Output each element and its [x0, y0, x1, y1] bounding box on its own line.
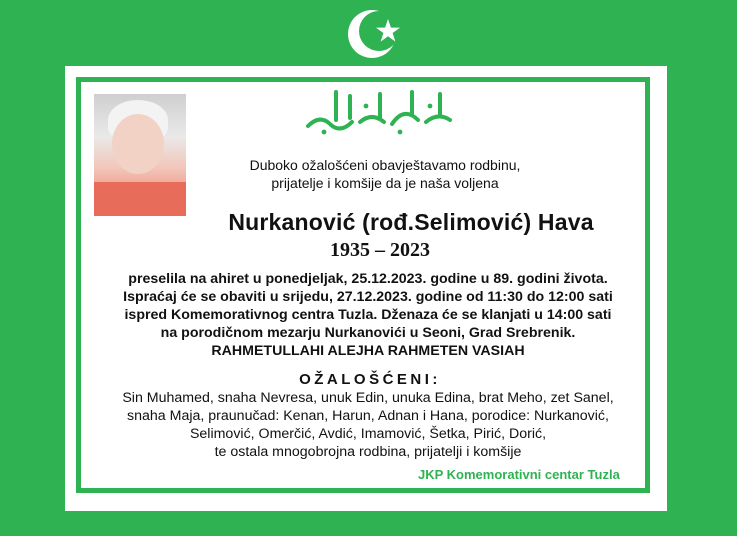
crescent-star-icon [344, 4, 408, 64]
intro-text [200, 156, 570, 192]
details-line: RAHMETULLAHI ALEJHA RAHMETEN VASIAH [211, 343, 525, 359]
portrait-face [112, 114, 164, 174]
life-years: 1935 – 2023 [330, 239, 430, 261]
portrait-photo [94, 94, 186, 216]
mourners-line: Sin Muhamed, snaha Nevresa, unuk Edin, unuka Edina, brat Meho, zet Sanel, [122, 390, 614, 406]
mourners-heading: OŽALOŠĆENI: [299, 371, 441, 388]
portrait-shirt [94, 182, 186, 216]
details-line: preselila na ahiret u ponedjeljak, 25.12.2023. godine u 89. godini života. [128, 271, 608, 287]
deceased-name: Nurkanović (rođ.Selimović) Hava [228, 209, 594, 235]
funeral-details [84, 270, 652, 360]
signature: JKP Komemorativni centar Tuzla [418, 467, 620, 482]
details-line: Ispraćaj će se obaviti u srijedu, 27.12.2023. godine od 11:30 do 12:00 sati [123, 289, 613, 305]
mourners-line: snaha Maja, praunučad: Kenan, Harun, Adnan i Hana, porodice: Nurkanović, [127, 408, 609, 424]
intro-line-2: prijatelje i komšije da je naša voljena [271, 175, 499, 191]
mourners-line: te ostala mnogobrojna rodbina, prijatelji i komšije [214, 444, 522, 460]
intro-line-1: Duboko ožalošćeni obavještavamo rodbinu, [249, 157, 521, 173]
details-line: na porodičnom mezarju Nurkanovići u Seoni, Grad Srebrenik. [160, 325, 576, 341]
mourners-list [84, 389, 652, 461]
details-line: ispred Komemorativnog centra Tuzla. Dženaza će se klanjati u 14:00 sati [124, 307, 612, 323]
mourners-line: Selimović, Omerčić, Avdić, Imamović, Šetka, Pirić, Dorić, [189, 426, 547, 442]
arabic-calligraphy [300, 84, 460, 138]
